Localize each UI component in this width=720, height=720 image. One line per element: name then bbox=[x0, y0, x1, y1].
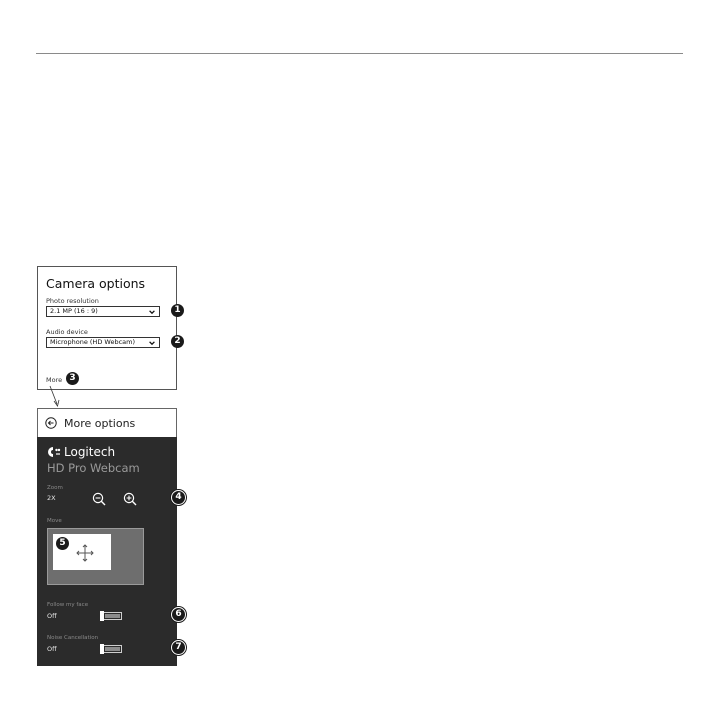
zoom-in-icon[interactable] bbox=[123, 492, 137, 506]
photo-resolution-select[interactable] bbox=[46, 306, 160, 317]
follow-face-label: Follow my face bbox=[47, 602, 89, 608]
camera-options-panel bbox=[37, 266, 177, 390]
photo-resolution-label: Photo resolution bbox=[46, 297, 99, 305]
audio-device-value: Microphone (HD Webcam) bbox=[50, 338, 135, 346]
move-label: Move bbox=[47, 518, 62, 524]
more-options-title: More options bbox=[64, 417, 136, 430]
noise-cancel-toggle[interactable] bbox=[100, 645, 122, 653]
more-link[interactable]: More bbox=[46, 376, 63, 384]
callout-6: 6 bbox=[171, 607, 186, 622]
audio-device-label: Audio device bbox=[46, 328, 88, 336]
more-options-panel bbox=[37, 408, 177, 666]
toggle-track bbox=[105, 647, 120, 651]
chevron-down-icon bbox=[148, 308, 156, 316]
follow-face-state: Off bbox=[47, 612, 57, 620]
toggle-track bbox=[105, 614, 120, 618]
logitech-logo-icon bbox=[47, 446, 61, 458]
device-name: HD Pro Webcam bbox=[47, 461, 140, 475]
follow-face-toggle[interactable] bbox=[100, 612, 122, 620]
move-cross-icon bbox=[76, 544, 94, 562]
photo-resolution-value: 2.1 MP (16 : 9) bbox=[50, 307, 98, 315]
callout-3: 3 bbox=[66, 372, 79, 385]
noise-cancel-state: Off bbox=[47, 645, 57, 653]
audio-device-select[interactable] bbox=[46, 337, 160, 348]
noise-cancel-label: Noise Cancellation bbox=[47, 635, 99, 641]
callout-2: 2 bbox=[171, 335, 184, 348]
camera-options-title: Camera options bbox=[46, 276, 146, 291]
back-arrow-icon[interactable] bbox=[45, 417, 57, 429]
chevron-down-icon bbox=[148, 339, 156, 347]
zoom-value: 2X bbox=[47, 494, 56, 502]
callout-1: 1 bbox=[171, 304, 184, 317]
brand-name: Logitech bbox=[64, 445, 116, 459]
toggle-thumb bbox=[100, 644, 104, 654]
callout-4: 4 bbox=[171, 490, 186, 505]
zoom-label: Zoom bbox=[47, 485, 63, 491]
callout-7: 7 bbox=[171, 640, 186, 655]
callout-5: 5 bbox=[56, 537, 69, 550]
toggle-thumb bbox=[100, 611, 104, 621]
top-rule bbox=[36, 53, 683, 54]
zoom-out-icon[interactable] bbox=[92, 492, 106, 506]
more-options-header bbox=[37, 408, 177, 437]
